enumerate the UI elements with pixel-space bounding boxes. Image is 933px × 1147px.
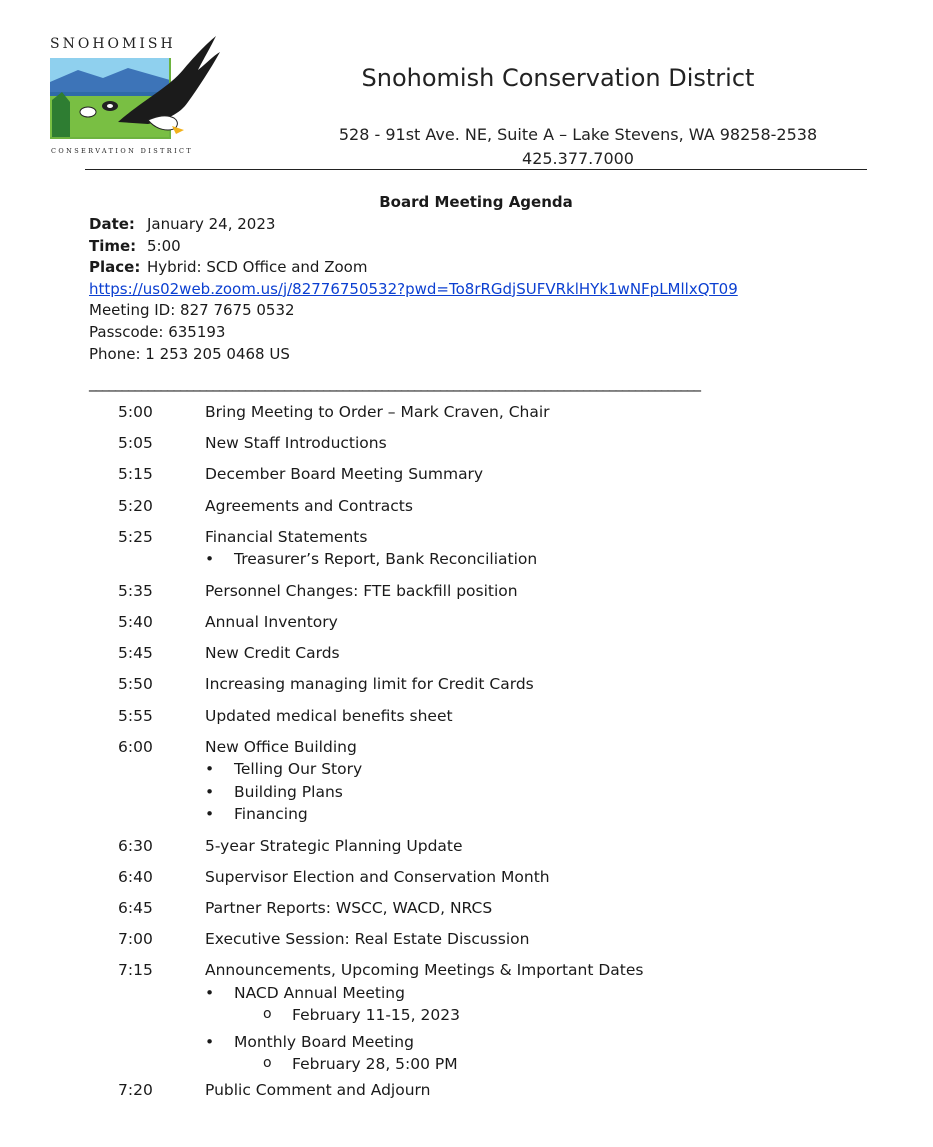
agenda-sub-sub-item: o February 11-15, 2023 — [292, 1006, 460, 1024]
agenda-item-time: 6:40 — [118, 868, 153, 886]
agenda-item-title: December Board Meeting Summary — [205, 465, 484, 483]
place-row — [89, 257, 738, 279]
agenda-sub-item: • Monthly Board Meeting — [234, 1033, 414, 1051]
agenda-item-time: 5:45 — [118, 644, 153, 662]
agenda-sub-item: • Financing — [234, 805, 308, 823]
agenda-title: Board Meeting Agenda — [379, 193, 573, 211]
place-label: Place: — [89, 258, 141, 277]
agenda-item-time: 6:00 — [118, 738, 153, 756]
logo-bottom-text: CONSERVATION DISTRICT — [51, 147, 194, 155]
zoom-link[interactable]: https://us02web.zoom.us/j/82776750532?pwd=To8rRGdjSUFVRklHYk1wNFpLMllxQT09 — [89, 279, 738, 298]
agenda-item-time: 5:50 — [118, 675, 153, 693]
agenda-item-title: Increasing managing limit for Credit Cards — [205, 675, 534, 693]
meeting-details — [89, 214, 738, 365]
time-label: Time: — [89, 236, 137, 255]
date-row — [89, 214, 738, 236]
agenda-sub-sub-item: o February 28, 5:00 PM — [292, 1055, 458, 1073]
agenda-sub-item: • Telling Our Story — [234, 760, 362, 778]
agenda-item-title: New Staff Introductions — [205, 434, 387, 452]
agenda-sub-item: • Treasurer’s Report, Bank Reconciliation — [234, 550, 537, 568]
section-divider: ______________________________________________________________________________________________ — [89, 374, 700, 392]
organization-phone: 425.377.7000 — [522, 149, 634, 168]
agenda-sub-item: • NACD Annual Meeting — [234, 984, 405, 1002]
organization-name: Snohomish Conservation District — [361, 64, 755, 92]
agenda-item-title: Public Comment and Adjourn — [205, 1081, 431, 1099]
agenda-sub-item: • Building Plans — [234, 783, 343, 801]
date-label: Date: — [89, 215, 135, 233]
agenda-item-title: Agreements and Contracts — [205, 497, 413, 515]
header-divider — [85, 169, 867, 170]
agenda-item-title: New Office Building — [205, 738, 357, 756]
agenda-item-title: Personnel Changes: FTE backfill position — [205, 582, 518, 600]
agenda-item-title: New Credit Cards — [205, 644, 340, 662]
agenda-item-time: 7:15 — [118, 961, 153, 979]
agenda-item-time: 5:40 — [118, 613, 153, 631]
agenda-item-title: Partner Reports: WSCC, WACD, NRCS — [205, 899, 493, 917]
agenda-item-title: Announcements, Upcoming Meetings & Important Dates — [205, 961, 644, 979]
agenda-item-time: 5:05 — [118, 434, 153, 452]
agenda-item-time: 6:45 — [118, 899, 153, 917]
agenda-item-time: 5:15 — [118, 465, 153, 483]
district-logo — [48, 30, 228, 158]
agenda-item-time: 5:00 — [118, 403, 153, 421]
dial-in-phone: Phone: 1 253 205 0468 US — [89, 344, 290, 363]
agenda-item-title: Annual Inventory — [205, 613, 338, 631]
organization-contact — [300, 123, 856, 171]
agenda-item-time: 5:55 — [118, 707, 153, 725]
logo-top-text: SNOHOMISH — [50, 36, 176, 52]
date-value: January 24, 2023 — [147, 215, 276, 233]
agenda-item-time: 6:30 — [118, 837, 153, 855]
agenda-item-title: 5-year Strategic Planning Update — [205, 837, 463, 855]
agenda-item-time: 7:20 — [118, 1081, 153, 1099]
agenda-item-time: 5:35 — [118, 582, 153, 600]
agenda-item-time: 5:25 — [118, 528, 153, 546]
meeting-id: Meeting ID: 827 7675 0532 — [89, 301, 295, 320]
place-value: Hybrid: SCD Office and Zoom — [147, 258, 368, 277]
agenda-item-time: 5:20 — [118, 497, 153, 515]
time-row — [89, 236, 738, 258]
passcode: Passcode: 635193 — [89, 322, 226, 341]
time-value: 5:00 — [147, 236, 181, 255]
agenda-item-time: 7:00 — [118, 930, 153, 948]
zoom-link-row — [89, 279, 738, 301]
agenda-item-title: Supervisor Election and Conservation Month — [205, 868, 550, 886]
agenda-item-title: Bring Meeting to Order – Mark Craven, Chair — [205, 403, 550, 421]
agenda-item-title: Executive Session: Real Estate Discussion — [205, 930, 530, 948]
agenda-item-title: Financial Statements — [205, 528, 368, 546]
agenda-item-title: Updated medical benefits sheet — [205, 707, 453, 725]
organization-address: 528 - 91st Ave. NE, Suite A – Lake Stevens, WA 98258-2538 — [338, 125, 818, 144]
